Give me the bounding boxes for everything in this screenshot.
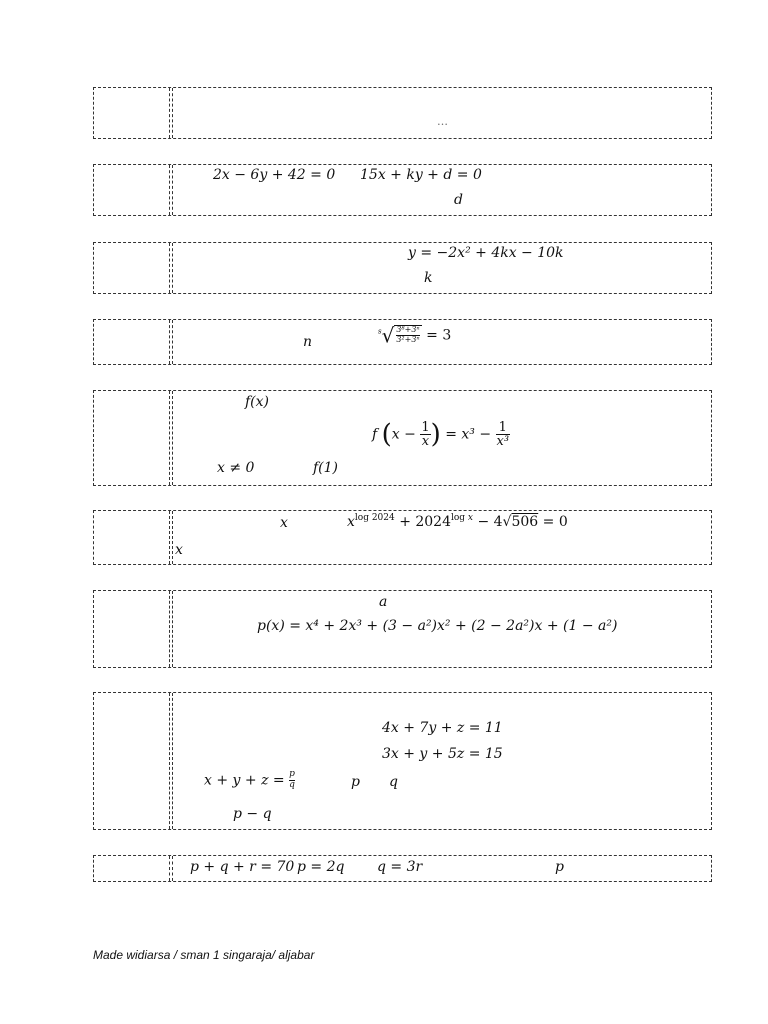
- sum-lhs: x + y + z =: [204, 772, 285, 789]
- question-row-8: [93, 692, 712, 830]
- condition: x ≠ 0: [217, 460, 255, 476]
- frac-1-num: 1: [421, 420, 430, 435]
- frac-2-den: x³: [496, 434, 510, 449]
- ellipsis-text: …: [437, 115, 448, 128]
- question-row-2: [93, 164, 712, 216]
- question-number-cell: [94, 320, 170, 364]
- question-row-5: [93, 390, 712, 486]
- variable-p: p: [555, 859, 564, 875]
- variable-k: k: [424, 270, 433, 286]
- variable-n: n: [303, 334, 313, 350]
- radical-numerator: 3⁸+3ⁿ: [396, 325, 420, 334]
- variable-q: q: [389, 774, 398, 790]
- variable-d: d: [454, 192, 463, 208]
- polynomial: p(x) = x⁴ + 2x³ + (3 − a²)x² + (2 − 2a²)x + (1 − a²): [257, 618, 618, 634]
- expression-p-minus-q: p − q: [233, 806, 272, 822]
- question-number-cell: [94, 511, 170, 564]
- question-row-6: [93, 510, 712, 565]
- system-eq-2: 3x + y + 5z = 15: [382, 746, 503, 762]
- question-number-cell: [94, 591, 170, 667]
- ratio-eq-2: p = 2q: [297, 859, 345, 875]
- radical-index: s: [378, 327, 382, 336]
- question-number-cell: [94, 693, 170, 829]
- fraction-q: q: [289, 779, 295, 790]
- equals-three: = 3: [426, 327, 452, 344]
- inner-x: x −: [391, 426, 416, 443]
- function-f: f: [372, 426, 378, 443]
- question-row-9: [93, 855, 712, 882]
- function-fx: f(x): [245, 394, 270, 410]
- frac-2-num: 1: [496, 421, 511, 435]
- evaluate-f1: f(1): [313, 460, 339, 476]
- system-eq-3: [204, 770, 295, 791]
- fraction-p: p: [289, 769, 295, 779]
- question-number-cell: [94, 243, 170, 293]
- equation-line-2: 15x + ky + d = 0: [360, 167, 482, 183]
- parameter-a: a: [379, 594, 388, 610]
- page-footer: Made widiarsa / sman 1 singaraja/ aljabar: [93, 948, 315, 962]
- variable-x-2: x: [175, 542, 183, 558]
- variable-p: p: [351, 774, 360, 790]
- ratio-eq-3: q = 3r: [377, 859, 423, 875]
- question-number-cell: [94, 88, 170, 138]
- question-row-4: [93, 319, 712, 365]
- question-number-cell: [94, 856, 170, 881]
- question-row-7: [93, 590, 712, 668]
- functional-equation: f (x − $\frac{1}{x}$ ) = x³ − $\frac{1}{\text{x³}}$: [372, 419, 510, 450]
- quadratic-equation: y = −2x² + 4kx − 10k: [408, 245, 564, 261]
- ratio-eq-1: p + q + r = 70: [190, 859, 295, 875]
- radical-expression: $^s$√ $\frac{\text{3⁸+3ⁿ}}{\text{3²+3ⁿ}}$ = 3: [378, 323, 452, 348]
- log-equation: $x^{log 2024} + 2024^{log x} - 4√506 = 0$: [347, 513, 568, 530]
- question-row-3: [93, 242, 712, 294]
- radical-denominator: 3²+3ⁿ: [396, 334, 420, 344]
- question-number-cell: [94, 165, 170, 215]
- variable-x: x: [280, 515, 288, 531]
- question-number-cell: [94, 391, 170, 485]
- equation-line-1: 2x − 6y + 42 = 0: [213, 167, 336, 183]
- system-eq-1: 4x + 7y + z = 11: [382, 720, 503, 736]
- frac-1-den: x: [421, 434, 430, 449]
- rhs-text: = x³ −: [445, 426, 492, 443]
- question-row-1: [93, 87, 712, 139]
